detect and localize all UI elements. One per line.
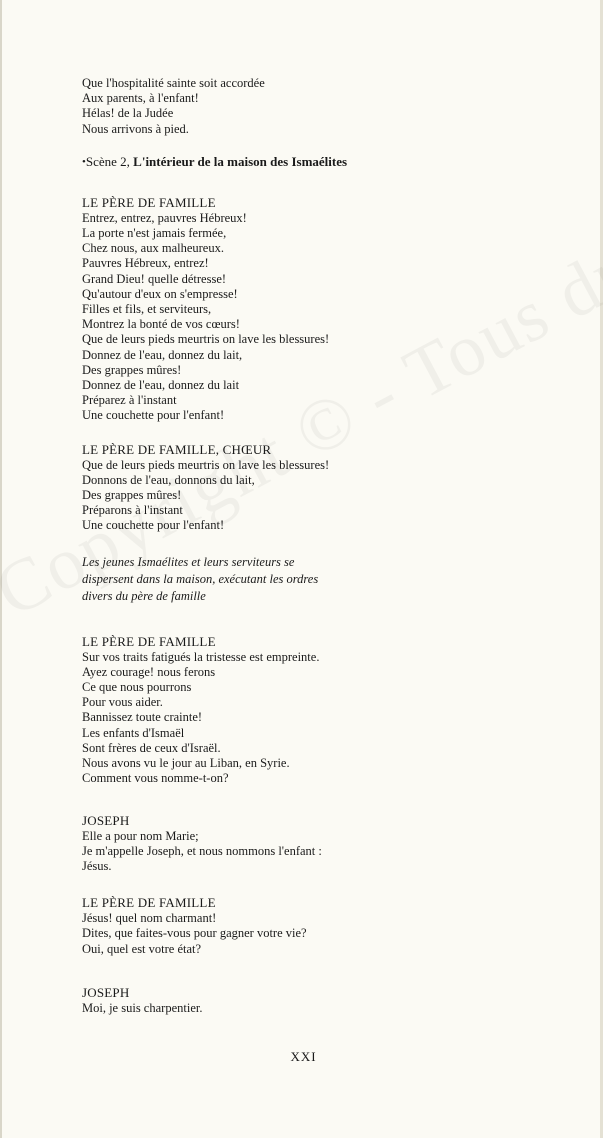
verse-line: Oui, quel est votre état?: [82, 941, 202, 956]
verse-line: Des grappes mûres!: [82, 488, 182, 503]
verse-line: Chez nous, aux malheureux.: [82, 241, 224, 256]
speaker-name: JOSEPH: [82, 984, 130, 1000]
verse-line: Grand Dieu! quelle détresse!: [82, 271, 227, 286]
verse-line: Ce que nous pourrons: [82, 680, 192, 695]
dialogue-section-2: [82, 442, 542, 534]
verse-line: Des grappes mûres!: [82, 362, 182, 377]
verse-line: Sont frères de ceux d'Israël.: [82, 740, 221, 755]
verse-line: Montrez la bonté de vos cœurs!: [82, 317, 240, 332]
scene-title: L'intérieur de la maison des Ismaélites: [133, 153, 348, 169]
speaker-name: JOSEPH: [82, 812, 130, 828]
verse-line: Une couchette pour l'enfant!: [82, 408, 225, 423]
verse-line: Nous avons vu le jour au Liban, en Syrie.: [82, 756, 290, 771]
speaker-name: LE PÈRE DE FAMILLE: [82, 633, 216, 649]
verse-line: Donnez de l'eau, donnez du lait: [82, 378, 240, 393]
verse-line: Nous arrivons à pied.: [82, 121, 189, 136]
verse-line: La porte n'est jamais fermée,: [82, 226, 227, 241]
verse-line: Moi, je suis charpentier.: [82, 1000, 203, 1015]
verse-line: Une couchette pour l'enfant!: [82, 518, 225, 533]
verse-line: Préparez à l'instant: [82, 393, 177, 408]
verse-line: Bannissez toute crainte!: [82, 710, 203, 725]
speaker-name: LE PÈRE DE FAMILLE: [82, 194, 216, 210]
speaker-name: LE PÈRE DE FAMILLE, CHŒUR: [82, 441, 272, 457]
verse-line: Entrez, entrez, pauvres Hébreux!: [82, 210, 247, 225]
verse-line: Donnez de l'eau, donnez du lait,: [82, 347, 243, 362]
verse-line: Elle a pour nom Marie;: [82, 828, 199, 843]
dialogue-section-4: [82, 813, 542, 875]
verse-line: Pour vous aider.: [82, 695, 163, 710]
page-number: XXI: [290, 1049, 317, 1064]
verse-line: Préparons à l'instant: [82, 503, 183, 518]
verse-line: Pauvres Hébreux, entrez!: [82, 256, 209, 271]
stage-line: divers du père de famille: [82, 588, 206, 603]
scene-number: Scène 2,: [85, 153, 134, 169]
verse-line: Filles et fils, et serviteurs,: [82, 302, 212, 317]
verse-line: Aux parents, à l'enfant!: [82, 91, 199, 106]
verse-line: Jésus! quel nom charmant!: [82, 911, 217, 926]
verse-line: Comment vous nomme-t-on?: [82, 771, 229, 786]
verse-line: Les enfants d'Ismaël: [82, 725, 185, 740]
stage-line: Les jeunes Ismaélites et leurs serviteurs se: [82, 554, 295, 569]
verse-line: Dites, que faites-vous pour gagner votre vie?: [82, 926, 307, 941]
verse-line: Que de leurs pieds meurtris on lave les blessures!: [82, 332, 330, 347]
bullet-icon: •: [82, 155, 86, 168]
scene-heading: [82, 154, 542, 170]
stage-line: dispersent dans la maison, exécutant les ordres: [82, 571, 319, 586]
opening-verse: [82, 76, 542, 137]
page-content: [82, 76, 542, 1016]
dialogue-section-6: [82, 985, 542, 1016]
verse-line: Que l'hospitalité sainte soit accordée: [82, 76, 265, 90]
verse-line: Que de leurs pieds meurtris on lave les blessures!: [82, 457, 330, 472]
dialogue-section-5: [82, 895, 542, 957]
verse-line: Je m'appelle Joseph, et nous nommons l'enfant :: [82, 843, 322, 858]
speaker-name: LE PÈRE DE FAMILLE: [82, 895, 216, 911]
verse-line: Hélas! de la Judée: [82, 106, 174, 121]
dialogue-section-1: [82, 195, 542, 424]
verse-line: Donnons de l'eau, donnons du lait,: [82, 472, 255, 487]
verse-line: Jésus.: [82, 858, 112, 873]
verse-line: Ayez courage! nous ferons: [82, 664, 216, 679]
stage-direction: [82, 554, 542, 605]
verse-line: Sur vos traits fatigués la tristesse est empreinte.: [82, 649, 320, 664]
verse-line: Qu'autour d'eux on s'empresse!: [82, 286, 238, 301]
dialogue-section-3: [82, 634, 542, 787]
